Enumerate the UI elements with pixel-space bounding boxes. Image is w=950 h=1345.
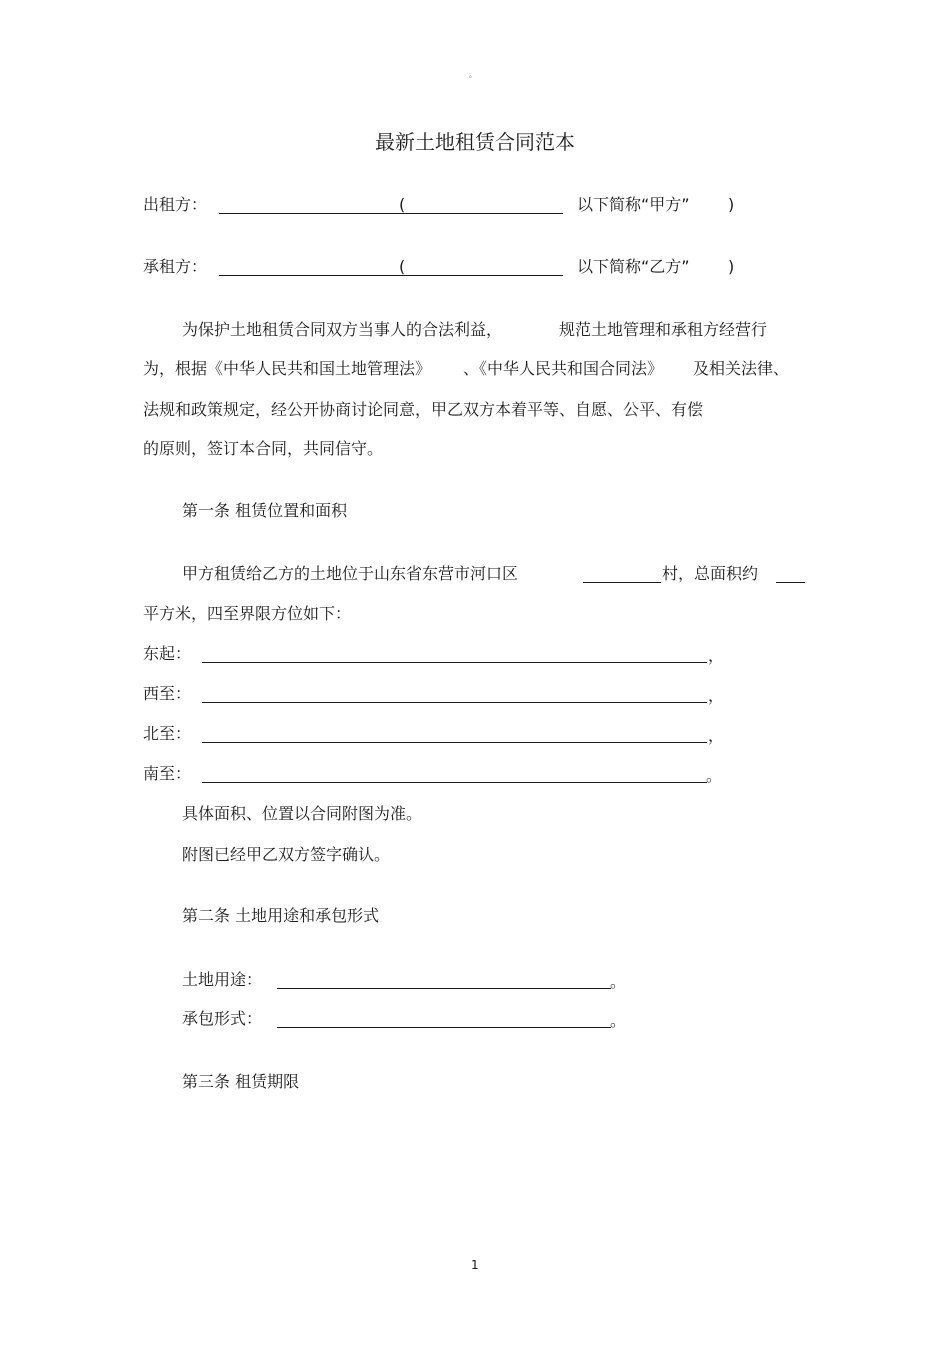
boundary-west-end: ， [708,686,725,705]
preamble-line-4: 的原则，签订本合同，共同信守。 [143,439,384,458]
lessee-close-paren: ) [728,257,735,276]
contract-form-label: 承包形式： [182,1009,263,1028]
boundary-east-end: ， [708,646,725,665]
preamble-line-2b: 、《中华人民共和国合同法》 [463,359,664,378]
header-mark: 。 [469,70,477,79]
lessor-suffix: 以下简称“甲方” [577,195,690,214]
boundary-north-end: ， [708,726,725,745]
preamble-line-1b: 规范土地管理和承租方经营行 [559,320,768,339]
boundary-west-blank [202,702,707,703]
boundary-north-label: 北至： [143,724,192,743]
article-1-note-1: 具体面积、位置以合同附图为准。 [182,804,423,823]
document-title: 最新土地租赁合同范本 [375,130,575,154]
lessee-label: 承租方： [143,257,208,276]
boundary-east-label: 东起： [143,644,192,663]
land-use-blank [277,988,611,989]
boundary-north-blank [202,742,707,743]
preamble-line-3: 法规和政策规定，经公开协商讨论同意，甲乙双方本着平等、自愿、公平、有偿 [143,400,704,419]
location-prefix: 甲方租赁给乙方的土地位于山东省东营市河口区 [182,564,519,583]
village-blank [583,582,661,583]
lessee-blank [219,275,563,276]
boundary-south-blank [202,782,707,783]
boundary-west-label: 西至： [143,684,192,703]
lessor-close-paren: ) [728,195,735,214]
article-1-heading: 第一条 租赁位置和面积 [182,501,348,520]
village-suffix: 村，总面积约 [662,564,759,583]
page-number: 1 [471,1258,479,1272]
lessor-open-paren: ( [399,195,406,214]
lessee-open-paren: ( [399,257,406,276]
land-use-label: 土地用途： [182,970,263,989]
article-1-note-2: 附图已经甲乙双方签字确认。 [182,845,391,864]
land-use-end: 。 [610,972,627,991]
article-3-heading: 第三条 租赁期限 [182,1072,300,1091]
preamble-line-1a: 为保护土地租赁合同双方当事人的合法利益， [182,320,503,339]
boundary-south-label: 南至： [143,764,192,783]
area-line: 平方米，四至界限方位如下： [143,604,352,623]
lessee-suffix: 以下简称“乙方” [577,257,690,276]
preamble-line-2a: 为，根据《中华人民共和国土地管理法》 [143,359,432,378]
article-2-heading: 第二条 土地用途和承包形式 [182,906,380,925]
lessor-blank [219,213,563,214]
boundary-east-blank [202,662,707,663]
contract-form-blank [277,1027,611,1028]
lessor-label: 出租方： [143,195,208,214]
preamble-line-2c: 及相关法律、 [693,359,790,378]
area-blank [776,582,805,583]
boundary-south-end: 。 [706,766,723,785]
contract-form-end: 。 [610,1011,627,1030]
